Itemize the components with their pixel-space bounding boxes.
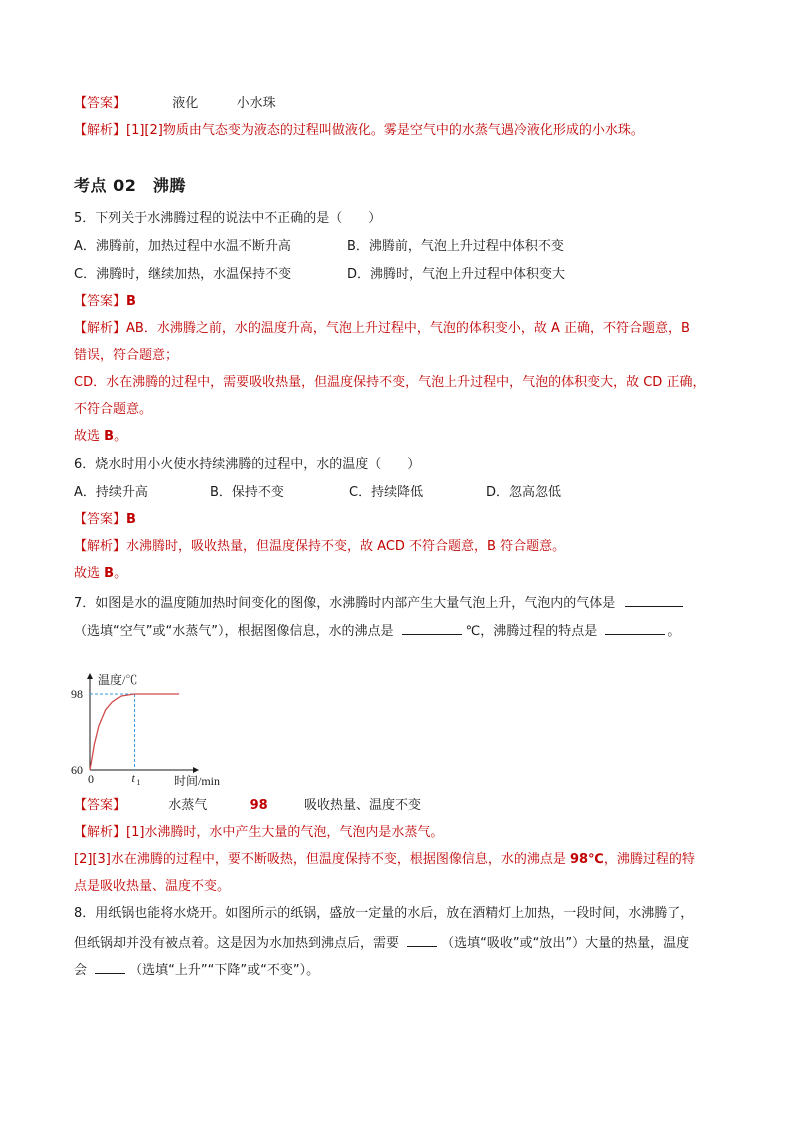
q8-stem-3 — [74, 960, 319, 980]
q7-blank-3[interactable] — [605, 621, 665, 635]
analysis-tag: 【解析】 — [74, 825, 127, 840]
q6-option-b: B．保持不变 — [210, 485, 284, 500]
q7-analysis-text-1: [1]水沸腾时，水中产生大量的气泡，气泡内是水蒸气。 — [126, 825, 444, 840]
conclusion-suffix: 。 — [114, 566, 128, 581]
q5-option-c: C．沸腾时，继续加热，水温保持不变 — [74, 267, 292, 282]
q6-conclusion — [74, 565, 127, 583]
temperature-time-chart — [60, 668, 240, 793]
q5-stem: 5．下列关于水沸腾过程的说法中不正确的是（ ） — [74, 211, 382, 226]
q6-stem: 6．烧水时用小火使水持续沸腾的过程中，水的温度（ ） — [74, 457, 421, 472]
q6-option-a: A．持续升高 — [74, 485, 148, 500]
q5-option-b: B．沸腾前，气泡上升过程中体积不变 — [347, 239, 564, 254]
q6-analysis-text: 水沸腾时，吸收热量，但温度保持不变，故 ACD 不符合题意，B 符合题意。 — [126, 539, 566, 554]
y-axis-label: 温度/℃ — [98, 673, 138, 687]
q4-answer-row — [74, 95, 276, 113]
x-tick-label: t — [131, 771, 135, 785]
answer-tag: 【答案】 — [74, 96, 127, 111]
section-title: 考点 02 沸腾 — [74, 176, 186, 195]
q8-stem-2 — [74, 933, 689, 953]
answer-tag: 【答案】 — [74, 798, 127, 813]
y-tick-label: 60 — [71, 763, 83, 777]
q7-analysis-3: 点是吸收热量、温度不变。 — [74, 879, 231, 894]
q8-stem-3b: （选填“上升”“下降”或“不变”）。 — [129, 963, 320, 978]
q5-analysis-3: CD．水在沸腾的过程中，需要吸收热量，但温度保持不变，气泡上升过程中，气泡的体积变大，故 CD 正确， — [74, 375, 706, 390]
q7-analysis-2a: [2][3]水在沸腾的过程中，要不断吸热，但温度保持不变，根据图像信息，水的沸点是 — [74, 852, 570, 867]
q5-analysis-2: 错误，符合题意； — [74, 348, 179, 363]
q4-analysis-text: [1][2]物质由气态变为液态的过程叫做液化。雾是空气中的水蒸气遇冷液化形成的小水珠。 — [126, 123, 644, 138]
q8-stem-3a: 会 — [74, 963, 88, 978]
q8-blank-1[interactable] — [407, 933, 437, 947]
q7-stem-2b: ℃，沸腾过程的特点是 — [465, 624, 598, 639]
q5-option-d: D．沸腾时，气泡上升过程中体积变大 — [347, 267, 566, 282]
q8-blank-2[interactable] — [95, 960, 125, 974]
q5-answer: B — [126, 294, 136, 309]
q4-answer-2: 小水珠 — [236, 96, 276, 111]
q7-stem-1-text: 7．如图是水的温度随加热时间变化的图像，水沸腾时内部产生大量气泡上升，气泡内的气体是 — [74, 596, 616, 611]
analysis-tag: 【解析】 — [74, 123, 127, 138]
answer-tag: 【答案】 — [74, 294, 127, 309]
q7-answer-2: 98 — [249, 798, 268, 813]
conclusion-answer: B — [104, 429, 115, 444]
q7-stem-1 — [74, 593, 683, 613]
analysis-tag: 【解析】 — [74, 539, 127, 554]
q7-blank-1[interactable] — [625, 593, 683, 607]
x-tick-subscript: 1 — [136, 778, 141, 787]
q8-stem-2a: 但纸锅却并没有被点着。这是因为水加热到沸点后，需要 — [74, 936, 400, 951]
x-tick-label: 0 — [88, 772, 94, 786]
q6-option-d: D．忽高忽低 — [486, 485, 562, 500]
q7-stem-2 — [74, 621, 680, 641]
q7-analysis-2c: ，沸腾过程的特 — [603, 852, 695, 867]
q4-analysis-row — [74, 122, 644, 140]
analysis-tag: 【解析】 — [74, 321, 127, 336]
y-tick-label: 98 — [71, 687, 83, 701]
q8-stem-2b: （选填“吸收”或“放出”）大量的热量，温度 — [441, 936, 690, 951]
q7-stem-2a: （选填“空气”或“水蒸气”），根据图像信息，水的沸点是 — [74, 624, 394, 639]
q7-analysis-2 — [74, 851, 695, 869]
q5-analysis-4: 不符合题意。 — [74, 402, 153, 417]
conclusion-prefix: 故选 — [74, 429, 105, 444]
q7-analysis-2b: 98℃ — [569, 852, 604, 867]
q7-analysis-1 — [74, 824, 443, 842]
conclusion-prefix: 故选 — [74, 566, 105, 581]
q6-option-c: C．持续降低 — [349, 485, 424, 500]
q5-analysis-text-1: AB．水沸腾之前，水的温度升高，气泡上升过程中，气泡的体积变小，故 A 正确，不符合题意，B — [126, 321, 690, 336]
q5-option-a: A．沸腾前，加热过程中水温不断升高 — [74, 239, 291, 254]
conclusion-answer: B — [104, 566, 115, 581]
q6-answer-row — [74, 511, 136, 529]
q7-answer-1: 水蒸气 — [168, 798, 208, 813]
q5-answer-row — [74, 293, 136, 311]
x-axis-label: 时间/min — [174, 774, 221, 788]
q5-conclusion — [74, 428, 127, 446]
q4-answer-1: 液化 — [172, 96, 199, 111]
q7-answer-row — [74, 797, 421, 815]
q6-analysis — [74, 538, 565, 556]
conclusion-suffix: 。 — [114, 429, 128, 444]
q7-stem-2c: 。 — [667, 624, 681, 639]
q7-answer-3: 吸收热量、温度不变 — [303, 798, 421, 813]
q7-blank-2[interactable] — [402, 621, 462, 635]
answer-tag: 【答案】 — [74, 512, 127, 527]
q6-answer: B — [126, 512, 136, 527]
q5-analysis-1 — [74, 320, 690, 338]
q8-stem-1: 8．用纸锅也能将水烧开。如图所示的纸锅，盛放一定量的水后，放在酒精灯上加热，一段时间，水沸腾了， — [74, 906, 694, 921]
